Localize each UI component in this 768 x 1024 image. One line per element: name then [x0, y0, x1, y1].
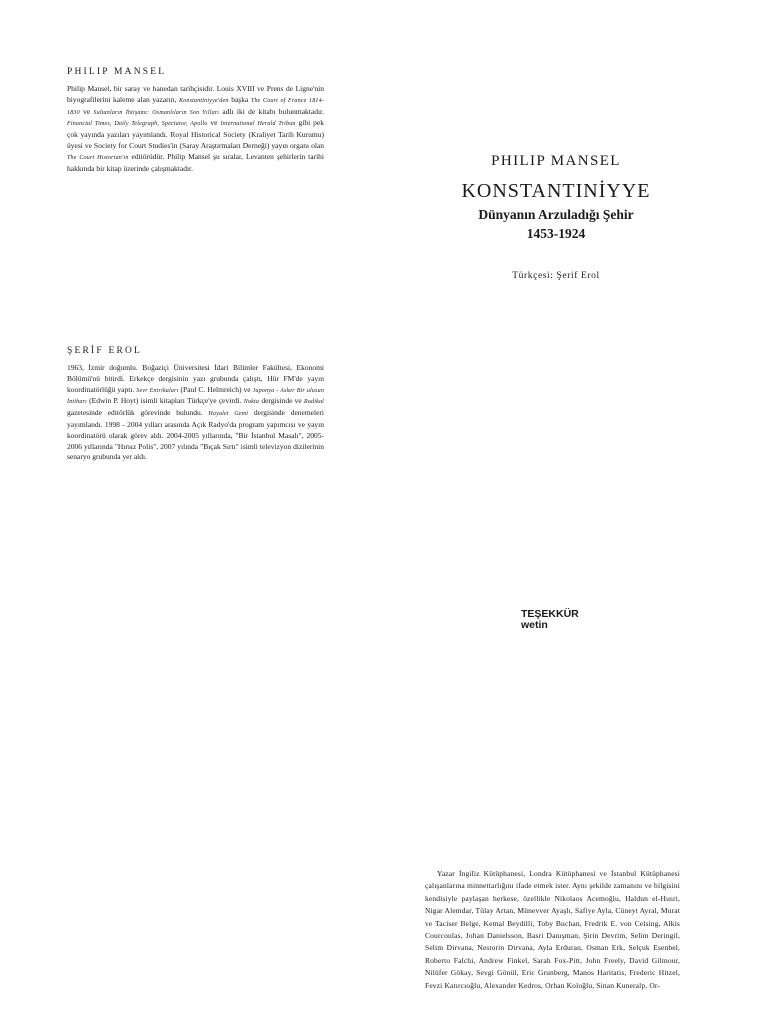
translator-bio-erol — [67, 346, 324, 463]
author-bio-text: Philip Mansel, bir saray ve hanedan tarihçisidir. Louis XVIII ve Prens de Ligne'nin biyografilerini kaleme alan yazarın, Konstantiniyye'den başka The Court of France 1814-1830 ve Sultanların İhtişamı: Osmanlıların Son Yılları adlı iki de kitabı bulunmaktadır. Financial Times, Daily Telegraph, Spectator, Apollo ve International Herald Tribun gibi pek çok yayında yazıları yayımlandı. Royal Historical Society (Kraliyet Tarih Kurumu) üyesi ve Society for Court Studies'in (Saray Araştırmaları Derneği) yayın organı olan The Court Historian'ın editörüdür. Philip Mansel şu sıralar, Levanten şehirlerin tarihi hakkında bir kitap üzerinde çalışmaktadır. — [67, 84, 324, 173]
title-page-title: KONSTANTINİYYE — [461, 180, 651, 202]
title-page-years: 1453-1924 — [526, 226, 586, 241]
acknowledgements-subheading: wetin — [521, 619, 548, 631]
acknowledgements-heading: TEŞEKKÜR — [521, 608, 579, 620]
acknowledgements-text: Yazar İngiliz Kütüphanesi, Londra Kütüphanesi ve İstanbul Kütüphanesi çalışanlarına minnettarlığını ifade etmek ister. Aynı şekilde zamanını ve bilgisini kendisiyle paylaşan herkese, özellikle Nikolaos Acemoğlu, Haldun el-Husri, Nigar Alemdar, Tülay Artan, Münevver Ayaşlı, Safiye Ayla, Cüneyt Ayral, Murat ve Taciser Belge, Kemal Beydilli, Toby Buchan, Fredrik E. von Celsing, Alkis Courcoulas, Johan Danielsson, Basri Danışman, Şirin Devrim, Selim Deringil, Selim Dirvana, Nestorin Dirvana, Ayla Erduran, Osman Erk, Selçuk Esenbel, Roberto Falchi, Andrew Finkel, Sarah Fox-Pitt, John Freely, David Gilmour, Nilüfer Gökay, Sevgi Gönül, Eric Grunberg, Manos Haritatis, Frederic Hitzel, Fevzi Katırcıoğlu, Alexander Kedros, Orhan Koloğlu, Sinan Kuneralp, Or- — [425, 869, 680, 990]
translator-bio-heading: ŞERİF EROL — [67, 346, 143, 356]
title-page-subtitle: Dünyanın Arzuladığı Şehir — [478, 207, 634, 222]
acknowledgements-heading-block — [521, 609, 579, 631]
title-page-author: PHILIP MANSEL — [491, 153, 621, 169]
title-page-translator: Türkçesi: Şerif Erol — [512, 271, 600, 281]
author-bio-heading: PHILIP MANSEL — [67, 67, 167, 77]
translator-bio-text: 1963, İzmir doğumlu. Boğaziçi Üniversitesi İdari Bilimler Fakültesi, Ekonomi Bölümü'nü bitirdi. Erkekçe dergisinin yazı grubunda çalıştı, Hür FM'de yayın koordinatörlüğü yaptı. Sevr Entrikaları (Paul C. Helmreich) ve Japonya - Asker Bir ulusun İntiharı (Edwin P. Hoyt) isimli kitapları Türkçe'ye çevirdi. Nokta dergisinde ve Radikal gazetesinde editörlük görevinde bulundu. Hayalet Gemi dergisinde denemeleri yayımlandı. 1998 - 2004 yılları arasında Açık Radyo'da program yapımcısı ve yayın koordinatörü olarak görev aldı. 2004-2005 yıllarında, "Bir İstanbul Masalı", 2005-2006 yıllarında "Hırsız Polis", 2007 yılında "Bıçak Sırtı" isimli televizyon dizilerinin senaryo grubunda yer aldı. — [67, 363, 325, 462]
author-bio-mansel — [67, 67, 324, 174]
